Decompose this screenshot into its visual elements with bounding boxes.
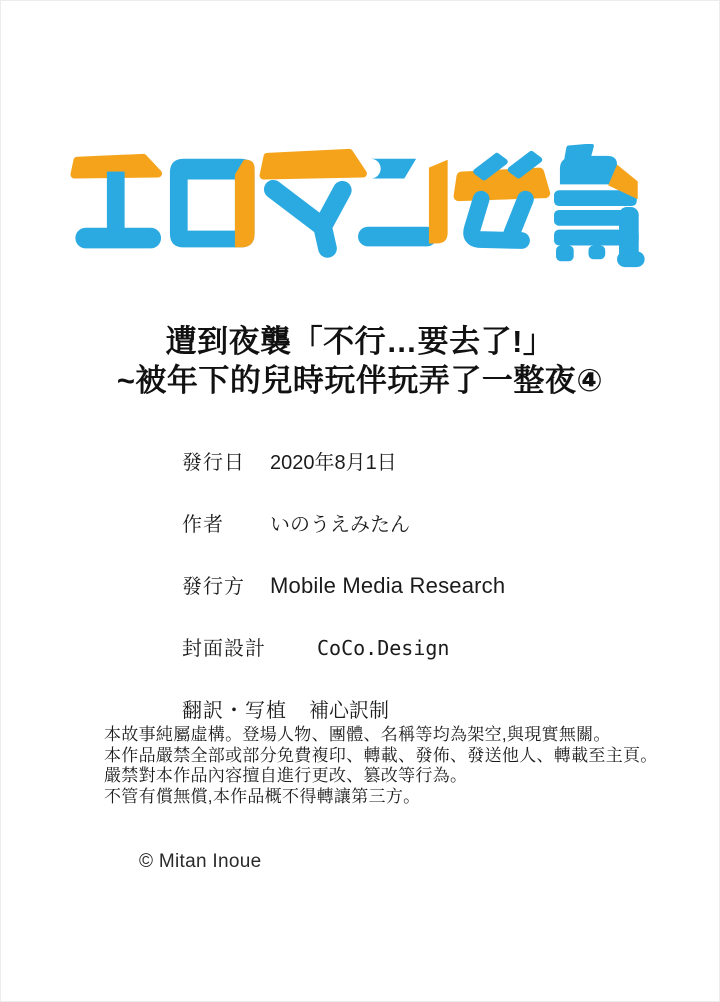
title-line-2: ~被年下的兒時玩伴玩弄了一整夜④ [116, 363, 604, 398]
page-title [0, 322, 720, 400]
credit-label: 翻訳・写植 [182, 700, 287, 722]
logo-shima-left-stub [556, 245, 574, 261]
disclaimer-block [104, 725, 664, 807]
credit-row-author [182, 508, 505, 537]
logo-n-top-bar [371, 159, 416, 179]
credit-label: 封面設計 [182, 638, 266, 660]
logo-artwork [67, 144, 653, 274]
title-line-1: 遭到夜襲「不行…要去了!」 [165, 324, 555, 359]
logo-ro-orange-side [235, 160, 255, 248]
logo-shima-top-tick [567, 146, 592, 159]
logo-ga-right-stroke [512, 199, 526, 233]
logo-e-bottom-bar [75, 228, 161, 249]
credit-value: Mobile Media Research [270, 573, 506, 598]
credit-value: 2020年8月1日 [270, 452, 397, 474]
credit-label: 發行方 [182, 576, 245, 598]
credit-label: 作者 [182, 514, 224, 536]
logo-shima-foot [617, 251, 645, 267]
credit-row-cover-design [182, 632, 505, 661]
eromanga-jima-logo [67, 144, 653, 274]
credit-value: 補心訳制 [309, 700, 389, 722]
credit-label: 發行日 [182, 452, 245, 474]
copyright-text: © Mitan Inoue [139, 851, 262, 872]
logo-n-orange-vertical [429, 160, 448, 244]
credit-row-publisher [182, 570, 505, 599]
disclaimer-line: 不管有償無償,本作品概不得轉讓第三方。 [104, 786, 421, 806]
logo-ma-check [273, 189, 342, 248]
credit-row-translation [182, 694, 505, 723]
logo-e-stem [107, 172, 125, 231]
credits-list [182, 446, 505, 723]
credit-value: CoCo.Design [317, 636, 450, 660]
disclaimer-line: 嚴禁對本作品內容擅自進行更改、篡改等行為。 [104, 766, 468, 785]
logo-ga-bar [458, 173, 545, 197]
disclaimer-line: 本作品嚴禁全部或部分免費複印、轉載、發佈、發送他人、轉載至主頁。 [104, 745, 658, 765]
credit-row-publish-date [182, 446, 505, 475]
logo-shima-mid-stub [588, 245, 605, 259]
logo-n-bottom-bar [358, 227, 437, 247]
logo-ma-top-bar [263, 153, 362, 176]
disclaimer-line: 本故事純屬虛構。登場人物、團體、名稱等均為架空,與現實無關。 [104, 725, 611, 744]
credit-value: いのうえみたん [270, 514, 410, 536]
